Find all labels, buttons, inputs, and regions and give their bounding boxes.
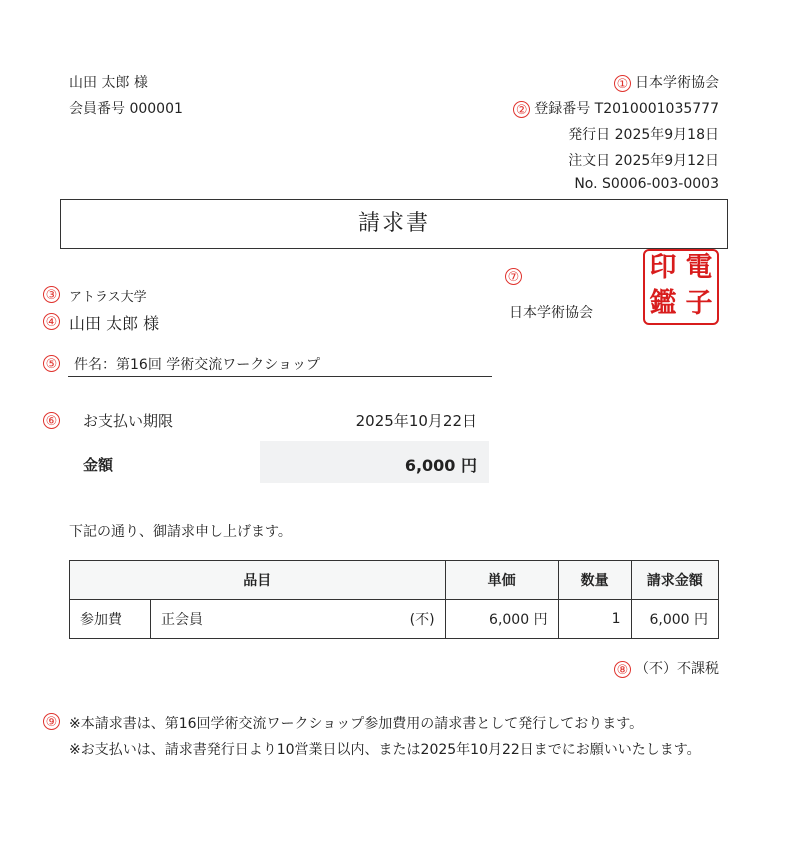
- tax-note: （不）不課税: [635, 661, 719, 677]
- marker-7: ⑦: [505, 268, 522, 285]
- table-header-row: [70, 561, 719, 600]
- tax-flag: (不): [409, 612, 435, 628]
- stamp-char: 印: [649, 252, 677, 283]
- intro-text: 下記の通り、御請求申し上げます。: [69, 524, 292, 540]
- order-date: 注文日 2025年9月12日: [568, 153, 719, 169]
- subject-underline: [68, 376, 492, 377]
- due-label: お支払い期限: [83, 412, 174, 430]
- header-item: 品目: [70, 561, 446, 600]
- electronic-seal-stamp: [643, 249, 719, 325]
- notes-block: [69, 711, 723, 763]
- header-unit-price: 単価: [445, 561, 558, 600]
- marker-8: ⑧: [614, 661, 631, 678]
- items-table: [69, 560, 719, 639]
- tax-note-line: [614, 658, 719, 678]
- cell-category: 参加費: [70, 600, 151, 639]
- note-1: ※本請求書は、第16回学術交流ワークショップ参加費用の請求書として発行しております。: [69, 716, 644, 732]
- registration-line: [513, 98, 719, 118]
- header-total: 請求金額: [631, 561, 718, 600]
- due-value: 2025年10月22日: [355, 412, 477, 430]
- amount-value: 6,000 円: [404, 456, 477, 475]
- billing-name: 山田 太郎 様: [69, 314, 160, 333]
- recipient-name: 山田 太郎 様: [69, 75, 148, 91]
- subject: 件名：第16回 学術交流ワークショップ: [74, 357, 320, 373]
- marker-6: ⑥: [43, 412, 60, 429]
- marker-2: ②: [513, 101, 530, 118]
- issuer-block-name: 日本学術協会: [509, 305, 593, 321]
- amount-label: 金額: [83, 456, 114, 474]
- stamp-char: 子: [685, 288, 713, 319]
- cell-total: 6,000 円: [631, 600, 718, 639]
- marker-5: ⑤: [43, 355, 60, 372]
- marker-9: ⑨: [43, 713, 60, 730]
- issue-date: 発行日 2025年9月18日: [568, 127, 719, 143]
- registration-number: 登録番号 T2010001035777: [534, 101, 719, 117]
- document-title: 請求書: [60, 199, 728, 249]
- cell-item: [151, 600, 446, 639]
- cell-unit-price: 6,000 円: [445, 600, 558, 639]
- cell-quantity: 1: [558, 600, 631, 639]
- stamp-char: 電: [685, 252, 713, 283]
- marker-4: ④: [43, 313, 60, 330]
- issuer-name: 日本学術協会: [635, 75, 719, 91]
- item-name: 正会員: [161, 612, 203, 628]
- header-quantity: 数量: [558, 561, 631, 600]
- marker-3: ③: [43, 286, 60, 303]
- marker-1: ①: [614, 75, 631, 92]
- note-2: ※お支払いは、請求書発行日より10営業日以内、または2025年10月22日までにお願いいたします。: [69, 742, 701, 758]
- member-number: 会員番号 000001: [69, 101, 183, 117]
- table-row: [70, 600, 719, 639]
- issuer-line: [614, 72, 719, 92]
- billing-organization: アトラス大学: [69, 290, 147, 305]
- document-number: No. S0006-003-0003: [574, 176, 719, 192]
- stamp-char: 鑑: [649, 288, 677, 319]
